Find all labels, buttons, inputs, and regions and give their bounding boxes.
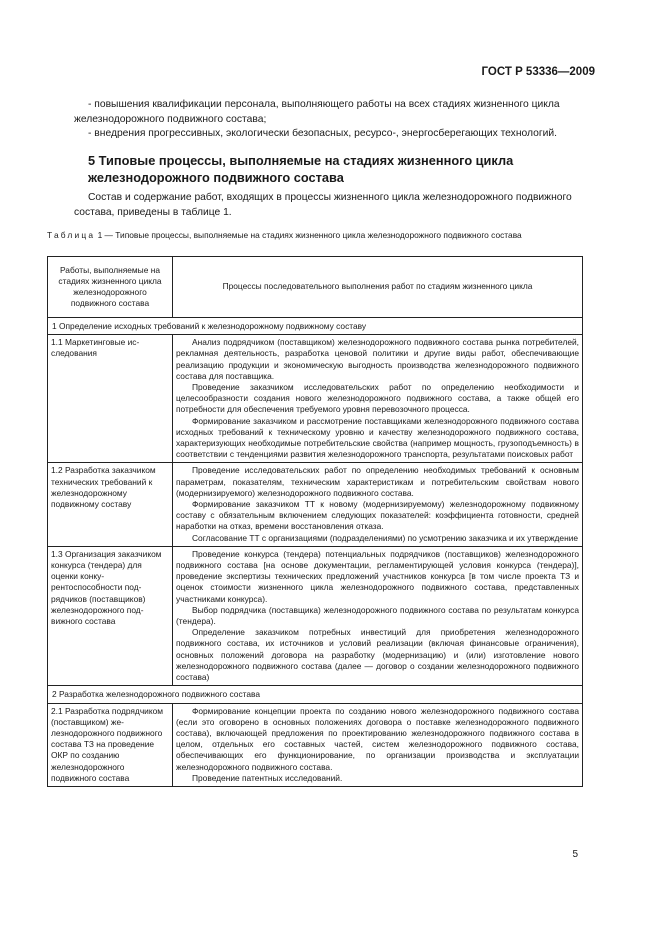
header-col-works: Работы, выполняемые на стадиях жизненного цикла железнодорожного подвижного состава: [48, 257, 173, 318]
table-caption: [47, 230, 587, 242]
process-cell: [173, 463, 583, 546]
table-row: [48, 335, 583, 463]
process-table: [47, 256, 583, 787]
table-caption-text: 1 — Типовые процессы, выполняемые на стадиях жизненного цикла железнодорожного подвижного состава: [95, 230, 522, 240]
intro-line: - внедрения прогрессивных, экологически безопасных, ресурсо-, энергосберегающих технологий.: [88, 128, 557, 139]
process-paragraph: Выбор подрядчика (поставщика) железнодорожного подвижного состава по результатам конкурса (тендера).: [176, 604, 579, 627]
section-title-2: 2 Разработка железнодорожного подвижного состава: [48, 686, 583, 703]
work-cell: 1.1 Маркетинговые исследования: [48, 335, 173, 463]
intro-text: [74, 98, 584, 142]
table-caption-label: Таблица: [47, 230, 96, 240]
process-paragraph: Формирование заказчиком и рассмотрение поставщиками железнодорожного подвижного состава исходных требований к техническому уровню и качеству железнодорожного подвижного состава, характеризующих необходимые потребительские свойства (например мощность, грузоподъемность) в соответствии с тенденциями развития железнодорожного транспорта, результатами поисковых работ: [176, 415, 579, 460]
process-paragraph: Формирование заказчиком ТТ к новому (модернизируемому) железнодорожному подвижному составу с обязательным включением следующих показателей: коэффициента готовности, средней наработки на отказ, времени восстановления отказа.: [176, 499, 579, 532]
page-number: 5: [572, 849, 578, 860]
process-paragraph: Проведение конкурса (тендера) потенциальных подрядчиков (поставщиков) железнодорожного подвижного состава [на основе документации, регламентирующей условия конкурса (тендера)], проведение экспертизы технических предложений участников конкурса [в том числе проекта ТЗ и оценок стоимости жизненного цикла железнодорожного подвижного состава, представленных участниками конкурса).: [176, 548, 579, 604]
table-section-row: [48, 318, 583, 335]
work-cell: 1.2 Разработка заказчиком технических требований к железнодорожному подвижному составу: [48, 463, 173, 546]
work-cell: 2.1 Разработка подрядчиком (поставщиком) железнодорожного подвижного состава ТЗ на проведение ОКР по созданию железнодорожного подвижного состава: [48, 703, 173, 786]
process-paragraph: Формирование концепции проекта по созданию нового железнодорожного подвижного состава (если это оговорено в основных положениях договора о поставке железнодорожного подвижного состава), включающей предложения по проектированию железнодорожного подвижного состава в целом, отдельных его составных частей, систем железнодорожного подвижного состава, обеспечивающих его функционирование, по организации производства и эксплуатации железнодорожного подвижного состава.: [176, 705, 579, 772]
process-paragraph: Проведение исследовательских работ по определению необходимых требований к основным параметрам, показателям, техническим характеристикам и потребительским свойствам нового (модернизируемого) железнодорожного подвижного состава.: [176, 465, 579, 498]
process-paragraph: Анализ подрядчиком (поставщиком) железнодорожного подвижного состава рынка потребителей, рекламная деятельность, разработка ценовой политики и другие виды работ, обеспечивающие реализацию продукции и экономическую выгодность производства железнодорожного подвижного состава для поставщика.: [176, 337, 579, 381]
section-title: 5 Типовые процессы, выполняемые на стадиях жизненного цикла железнодорожного подвижного состава: [88, 153, 514, 185]
process-cell: [173, 703, 583, 786]
process-paragraph: Проведение патентных исследований.: [192, 772, 343, 783]
table-section-row: [48, 686, 583, 703]
process-cell: [173, 335, 583, 463]
header-col-processes: Процессы последовательного выполнения работ по стадиям жизненного цикла: [173, 257, 583, 318]
table-row: [48, 703, 583, 786]
work-cell: 1.3 Организация заказчиком конкурса (тендера) для оценки конкурентоспособности подрядчиков (поставщиков) железнодорожного подвижного состава: [48, 546, 173, 685]
process-cell: [173, 546, 583, 685]
document-code: ГОСТ Р 53336—2009: [481, 66, 595, 78]
table-header-row: [48, 257, 583, 318]
intro-line: - повышения квалификации персонала, выполняющего работы на всех стадиях жизненного цикла железнодорожного подвижного состава;: [74, 99, 560, 125]
table-row: [48, 463, 583, 546]
section-title-1: 1 Определение исходных требований к железнодорожному подвижному составу: [48, 318, 583, 335]
table-row: [48, 546, 583, 685]
process-paragraph: Согласование ТТ с организациями (подразделениями) по усмотрению заказчика и их утверждение: [192, 532, 579, 543]
process-paragraph: Проведение заказчиком исследовательских работ по определению необходимости и целесообразности создания нового железнодорожного подвижного состава, а также общей его потребности для обеспечения требуемого уровня перевозочного процесса.: [176, 382, 579, 415]
section-text: Состав и содержание работ, входящих в процессы жизненного цикла железнодорожного подвижного состава, приведены в таблице 1.: [74, 192, 572, 218]
process-paragraph: Определение заказчиком потребных инвестиций для приобретения железнодорожного подвижного состава, их источников и условий реализации (включая финансовые ограничения), основных положений договора на разработку (модернизацию) и (или) изготовление нового железнодорожного подвижного состава (далее — договор о создании железнодорожного подвижного состава): [176, 627, 579, 683]
